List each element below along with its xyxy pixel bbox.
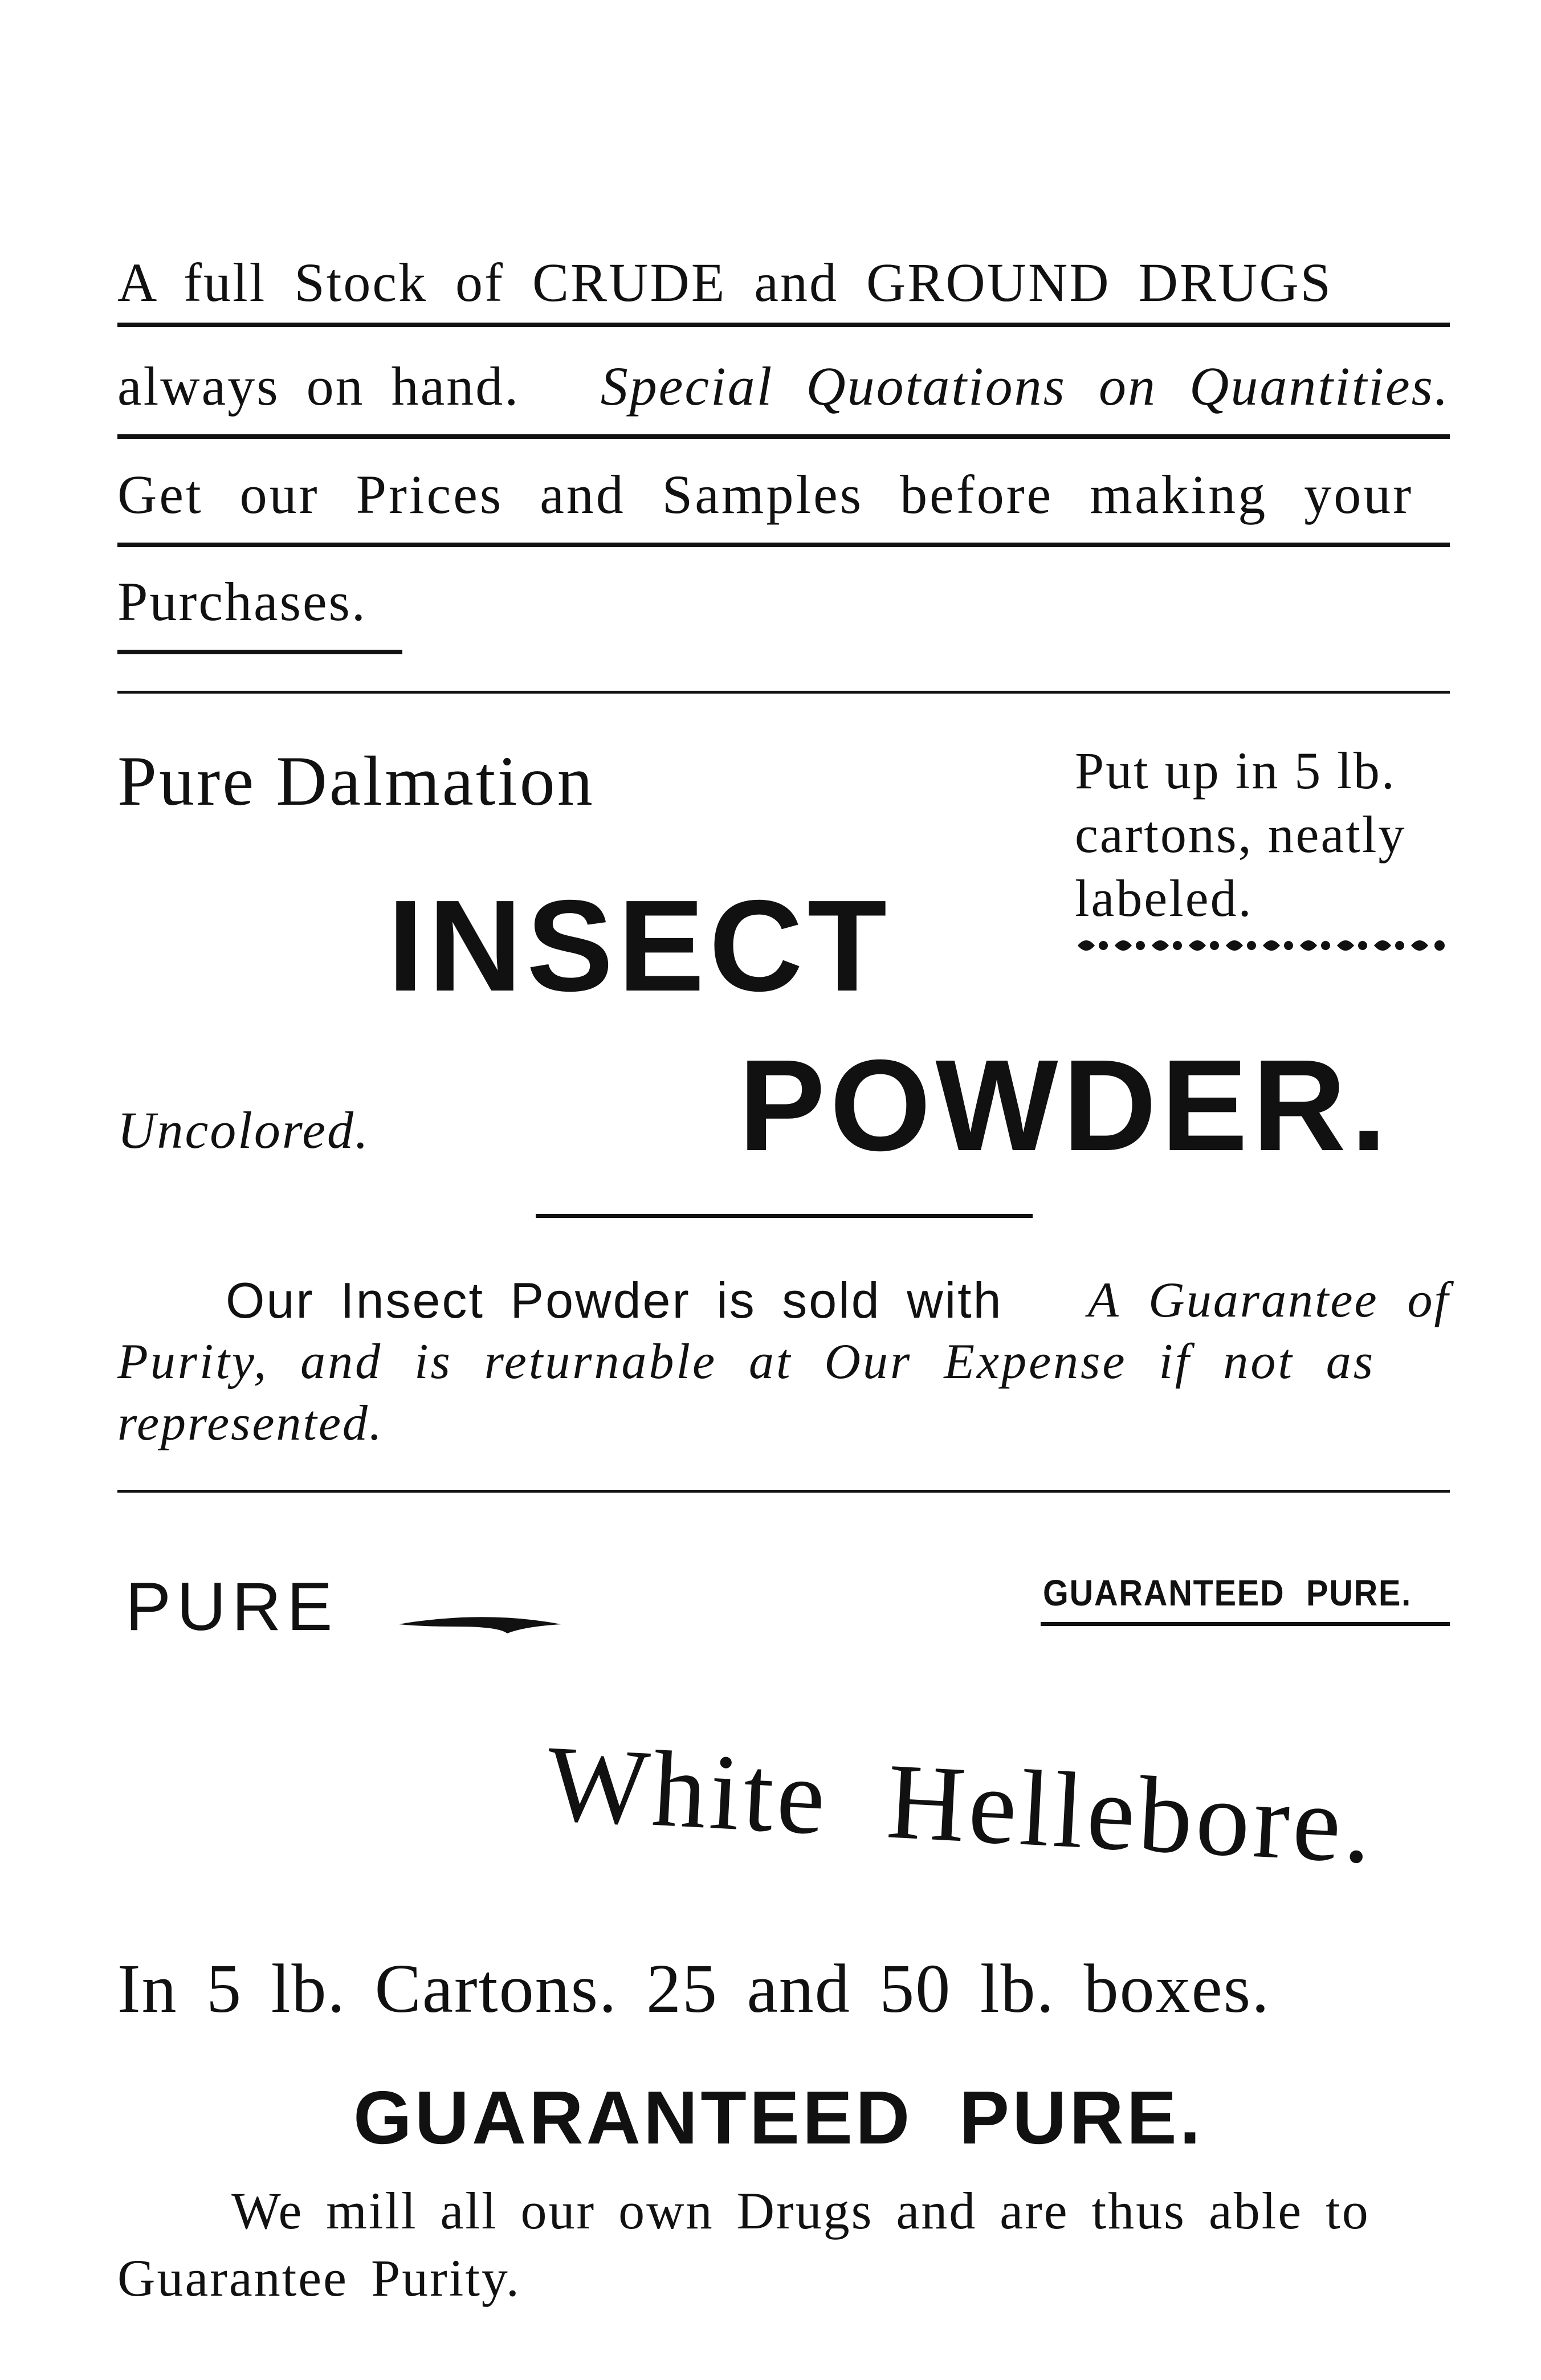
rule-2 bbox=[117, 434, 1450, 439]
guarantee-text-italic-1: A Guarantee of bbox=[1088, 1273, 1450, 1328]
stock-line-2 bbox=[117, 354, 1450, 418]
rule-3 bbox=[117, 543, 1450, 547]
short-rule bbox=[536, 1214, 1033, 1218]
stock-line-2-normal: always on hand. bbox=[117, 356, 520, 417]
rule-4 bbox=[117, 650, 402, 654]
footer-line-2: Guarantee Purity. bbox=[117, 2249, 521, 2307]
hellebore-headline-hellebore: Hellebore. bbox=[884, 1741, 1378, 1886]
insect-kicker: Pure Dalmation bbox=[117, 742, 595, 820]
guarantee-text-italic-3: represented. bbox=[117, 1396, 384, 1451]
section-divider-1 bbox=[117, 691, 1450, 694]
guarantee-text-normal: Our Insect Powder is sold with bbox=[226, 1272, 1003, 1328]
stock-line-3-text: Get our Prices and Samples before making your bbox=[117, 464, 1414, 525]
stock-line-3 bbox=[117, 463, 1450, 526]
packaging-note-line-3: labeled. bbox=[1075, 869, 1253, 927]
section-divider-2 bbox=[117, 1490, 1450, 1493]
hellebore-headline bbox=[544, 1721, 1378, 1889]
insect-guarantee bbox=[117, 1270, 1450, 1454]
hellebore-headline-white: White bbox=[544, 1723, 832, 1858]
guaranteed-large: GUARANTEED PURE. bbox=[353, 2076, 1204, 2159]
sizes-line: In 5 lb. Cartons. 25 and 50 lb. boxes. bbox=[117, 1950, 1270, 2027]
footer-line-1: We mill all our own Drugs and are thus able to bbox=[231, 2182, 1370, 2240]
footer-text bbox=[117, 2177, 1457, 2312]
stock-line-1-text: A full Stock of CRUDE and GROUND DRUGS bbox=[117, 252, 1333, 313]
stock-line-2-italic: Special Quotations on Quantities. bbox=[600, 356, 1450, 417]
packaging-note bbox=[1075, 739, 1406, 930]
guaranteed-small: GUARANTEED PURE. bbox=[1043, 1572, 1412, 1613]
insect-headline: INSECT bbox=[388, 874, 892, 1018]
guarantee-text-italic-2: Purity, and is returnable at Our Expense if not as bbox=[117, 1334, 1376, 1389]
stock-line-4 bbox=[117, 570, 367, 633]
packaging-note-line-1: Put up in 5 lb. bbox=[1075, 741, 1396, 800]
powder-headline: POWDER. bbox=[739, 1033, 1392, 1178]
stock-line-1 bbox=[117, 251, 1450, 314]
packaging-note-line-2: cartons, neatly bbox=[1075, 805, 1407, 863]
stock-line-4-text: Purchases. bbox=[117, 571, 367, 632]
rule-1 bbox=[117, 323, 1450, 327]
guaranteed-small-rule bbox=[1041, 1622, 1450, 1626]
pure-label: PURE bbox=[125, 1568, 339, 1645]
swash-ornament bbox=[399, 1607, 564, 1641]
uncolored-label: Uncolored. bbox=[117, 1101, 370, 1159]
ornament-border bbox=[1075, 931, 1457, 960]
